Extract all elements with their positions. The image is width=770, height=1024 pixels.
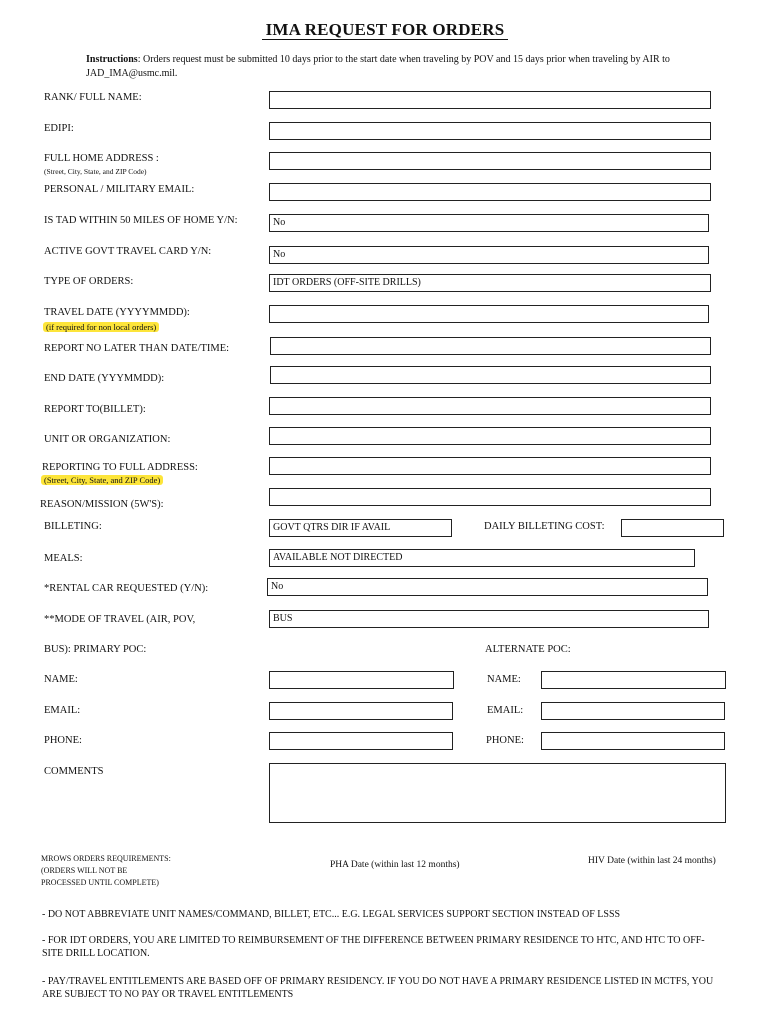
report-nlt-field[interactable] bbox=[270, 337, 711, 355]
edipi-label: EDIPI: bbox=[44, 123, 74, 134]
type-orders-label: TYPE OF ORDERS: bbox=[44, 276, 134, 287]
reason-label: REASON/MISSION (5W'S): bbox=[40, 499, 164, 510]
note-abbreviations: - DO NOT ABBREVIATE UNIT NAMES/COMMAND, BILLET, ETC... E.G. LEGAL SERVICES SUPPORT SECTION INSTEAD OF LSSS bbox=[42, 909, 621, 920]
report-to-label: REPORT TO(BILLET): bbox=[44, 404, 146, 415]
travel-card-label: ACTIVE GOVT TRAVEL CARD Y/N: bbox=[44, 246, 212, 257]
alternate-phone-field[interactable] bbox=[541, 732, 725, 750]
daily-cost-field[interactable] bbox=[621, 519, 724, 537]
rank-name-label: RANK/ FULL NAME: bbox=[44, 92, 142, 103]
primary-poc-heading: BUS): PRIMARY POC: bbox=[44, 644, 147, 655]
alternate-name-field[interactable] bbox=[541, 671, 726, 689]
instructions-bold: Instructions bbox=[86, 54, 138, 65]
mrows-line3: PROCESSED UNTIL COMPLETE) bbox=[41, 878, 159, 887]
reporting-address-field[interactable] bbox=[269, 457, 711, 475]
daily-cost-label: DAILY BILLETING COST: bbox=[484, 521, 605, 532]
billeting-label: BILLETING: bbox=[44, 521, 102, 532]
meals-label: MEALS: bbox=[44, 553, 83, 564]
alternate-email-field[interactable] bbox=[541, 702, 725, 720]
alternate-phone-label: PHONE: bbox=[486, 735, 524, 746]
page-title bbox=[0, 20, 770, 40]
primary-phone-field[interactable] bbox=[269, 732, 453, 750]
reporting-address-sublabel: (Street, City, State, and ZIP Code) bbox=[41, 475, 163, 485]
note-idt-orders: - FOR IDT ORDERS, YOU ARE LIMITED TO REIMBURSEMENT OF THE DIFFERENCE BETWEEN PRIMARY RESIDENCE TO HTC, AND HTC TO OFF-SITE DRILL LOCATION. bbox=[42, 935, 705, 959]
instructions-text: : Orders request must be submitted 10 days prior to the start date when traveling by POV and 15 days prior when traveling by AIR to JAD_IMA@usmc.mil. bbox=[86, 54, 670, 79]
rental-car-label: *RENTAL CAR REQUESTED (Y/N): bbox=[44, 583, 209, 594]
unit-org-field[interactable] bbox=[269, 427, 711, 445]
mode-travel-label: **MODE OF TRAVEL (AIR, POV, bbox=[44, 614, 196, 625]
reporting-address-label: REPORTING TO FULL ADDRESS: bbox=[42, 462, 198, 473]
title-text: IMA REQUEST FOR ORDERS bbox=[262, 20, 509, 40]
tad-field[interactable]: No bbox=[269, 214, 709, 232]
mode-travel-field[interactable]: BUS bbox=[269, 610, 709, 628]
pha-date-label: PHA Date (within last 12 months) bbox=[330, 860, 460, 870]
home-address-field[interactable] bbox=[269, 152, 711, 170]
reporting-address-sub-wrap bbox=[41, 475, 163, 485]
comments-label: COMMENTS bbox=[44, 766, 104, 777]
instructions bbox=[86, 53, 706, 81]
end-date-field[interactable] bbox=[270, 366, 711, 384]
alternate-name-label: NAME: bbox=[487, 674, 521, 685]
end-date-label: END DATE (YYYMMDD): bbox=[44, 373, 165, 384]
primary-email-field[interactable] bbox=[269, 702, 453, 720]
email-field[interactable] bbox=[269, 183, 711, 201]
home-address-label: FULL HOME ADDRESS : bbox=[44, 153, 159, 164]
mrows-line2: (ORDERS WILL NOT BE bbox=[41, 866, 128, 875]
hiv-date-label: HIV Date (within last 24 months) bbox=[588, 856, 716, 866]
note-entitlements: - PAY/TRAVEL ENTITLEMENTS ARE BASED OFF OF PRIMARY RESIDENCY. IF YOU DO NOT HAVE A PRIMARY RESIDENCE LISTED IN MCTFS, YOU ARE SUBJECT TO NO PAY OR TRAVEL ENTITLEMENTS bbox=[42, 976, 714, 1000]
report-nlt-label: REPORT NO LATER THAN DATE/TIME: bbox=[44, 343, 230, 354]
rental-car-field[interactable]: No bbox=[267, 578, 708, 596]
tad-label: IS TAD WITHIN 50 MILES OF HOME Y/N: bbox=[44, 215, 238, 226]
alternate-email-label: EMAIL: bbox=[487, 705, 524, 716]
primary-email-label: EMAIL: bbox=[44, 705, 81, 716]
comments-field[interactable] bbox=[269, 763, 726, 823]
alternate-poc-heading: ALTERNATE POC: bbox=[485, 644, 571, 655]
email-label: PERSONAL / MILITARY EMAIL: bbox=[44, 184, 195, 195]
primary-name-label: NAME: bbox=[44, 674, 78, 685]
travel-date-field[interactable] bbox=[269, 305, 709, 323]
billeting-field[interactable]: GOVT QTRS DIR IF AVAIL bbox=[269, 519, 452, 537]
reason-field[interactable] bbox=[269, 488, 711, 506]
primary-name-field[interactable] bbox=[269, 671, 454, 689]
edipi-field[interactable] bbox=[269, 122, 711, 140]
travel-date-sub-wrap bbox=[43, 322, 159, 332]
report-to-field[interactable] bbox=[269, 397, 711, 415]
mrows-line1: MROWS ORDERS REQUIREMENTS: bbox=[41, 854, 171, 863]
meals-field[interactable]: AVAILABLE NOT DIRECTED bbox=[269, 549, 695, 567]
travel-date-sublabel: (if required for non local orders) bbox=[43, 322, 159, 332]
travel-date-label: TRAVEL DATE (YYYYMMDD): bbox=[44, 307, 190, 318]
unit-org-label: UNIT OR ORGANIZATION: bbox=[44, 434, 171, 445]
type-orders-field[interactable]: IDT ORDERS (OFF-SITE DRILLS) bbox=[269, 274, 711, 292]
rank-name-field[interactable] bbox=[269, 91, 711, 109]
travel-card-field[interactable]: No bbox=[269, 246, 709, 264]
primary-phone-label: PHONE: bbox=[44, 735, 82, 746]
home-address-sublabel: (Street, City, State, and ZIP Code) bbox=[44, 167, 147, 176]
